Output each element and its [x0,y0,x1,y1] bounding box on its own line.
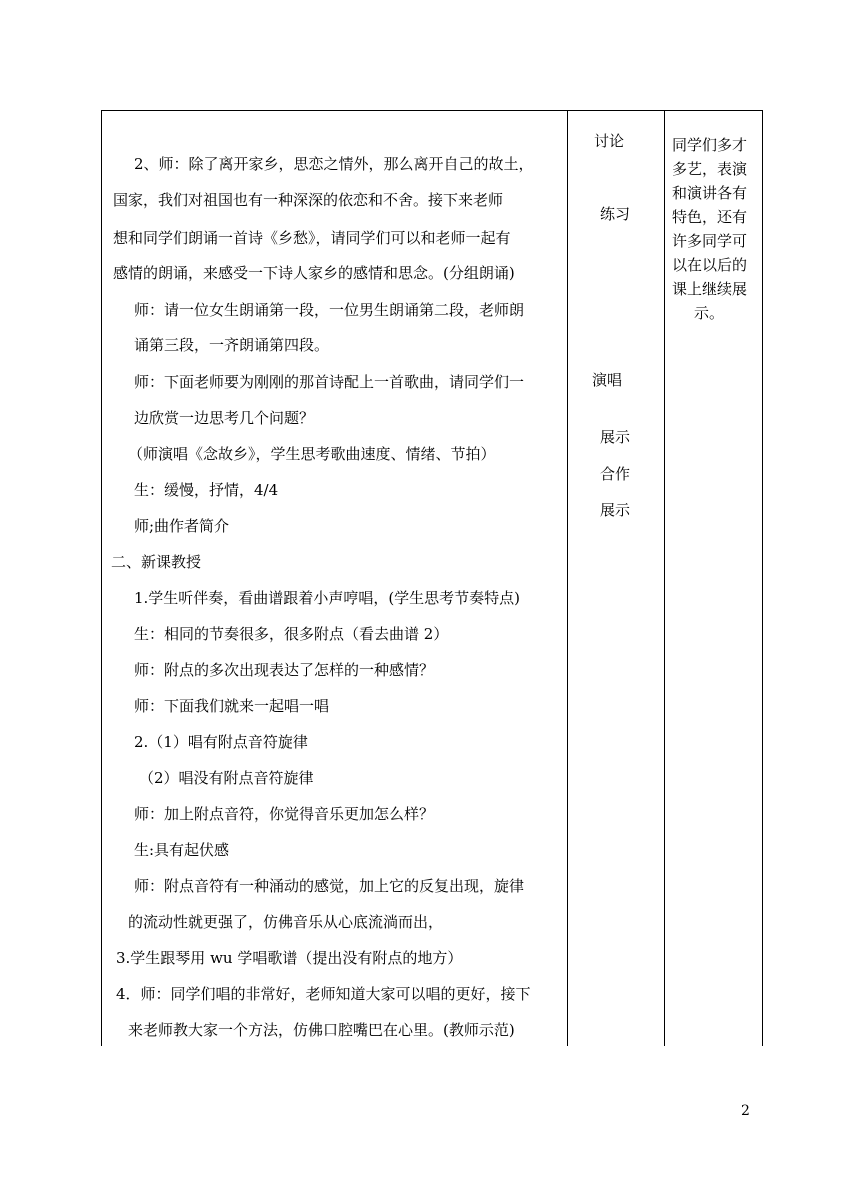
note-line: 许多同学可 [672,232,748,250]
text-line: 来老师教大家一个方法，仿佛口腔嘴巴在心里。(教师示范) [128,1021,515,1039]
text-line: （2）唱没有附点音符旋律 [139,769,314,787]
text-line: 2、师：除了离开家乡，思恋之情外，那么离开自己的故土， [134,155,534,173]
note-line: 示。 [694,304,725,322]
table-left-border [101,110,102,1046]
text-line: 师：请一位女生朗诵第一段，一位男生朗诵第二段，老师朗 [134,301,525,319]
note-line: 特色，还有 [672,208,748,226]
text-line: 边欣赏一边思考几个问题？ [134,409,315,427]
activity-label: 讨论 [594,132,625,150]
text-line: 生：缓慢，抒情，4/4 [134,481,279,499]
activity-label: 展示 [600,501,631,519]
text-line: 师：下面老师要为刚刚的那首诗配上一首歌曲，请同学们一 [134,373,525,391]
note-line: 以在以后的 [672,256,748,274]
note-line: 课上继续展 [672,280,748,298]
text-line: 4．师：同学们唱的非常好，老师知道大家可以唱的更好，接下 [116,985,531,1003]
section-heading: 二、新课教授 [111,553,202,571]
text-line: 诵第三段，一齐朗诵第四段。 [134,336,330,354]
note-line: 多艺，表演 [672,160,748,178]
text-line: 师：加上附点音符，你觉得音乐更加怎么样？ [134,805,435,823]
text-line: 师：下面我们就来一起唱一唱 [134,697,330,715]
teaching-notes [672,133,758,325]
activity-label: 练习 [600,205,631,223]
note-line: 同学们多才 [672,136,748,154]
activity-label: 展示 [600,428,631,446]
text-line: 师：附点音符有一种涌动的感觉，加上它的反复出现，旋律 [134,877,525,895]
activity-label: 合作 [600,465,631,483]
text-line: 想和同学们朗诵一首诗《乡愁》，请同学们可以和老师一起有 [113,229,511,247]
text-line: 师：附点的多次出现表达了怎样的一种感情？ [134,661,435,679]
text-line: 国家，我们对祖国也有一种深深的依恋和不舍。接下来老师 [113,191,504,209]
text-line: 生:具有起伏感 [134,841,230,859]
page-number: 2 [741,1103,750,1119]
text-line: 3.学生跟琴用 wu 学唱歌谱（提出没有附点的地方） [116,949,463,967]
text-line: 生：相同的节奏很多，很多附点（看去曲谱 2） [134,625,449,643]
table-divider-2 [664,110,665,1046]
note-line: 和演讲各有 [672,184,748,202]
text-line: 1.学生听伴奏，看曲谱跟着小声哼唱，(学生思考节奏特点) [134,589,521,607]
table-divider-1 [567,110,568,1046]
text-line: 感情的朗诵，来感受一下诗人家乡的感情和思念。(分组朗诵) [113,264,515,282]
text-line: 师;曲作者简介 [134,517,230,535]
activity-label: 演唱 [592,371,623,389]
table-right-border [762,110,763,1046]
text-line: 的流动性就更强了，仿佛音乐从心底流淌而出， [128,913,444,931]
text-line: 2.（1）唱有附点音符旋律 [134,733,308,751]
text-line: （师演唱《念故乡》，学生思考歌曲速度、情绪、节拍） [128,445,496,463]
